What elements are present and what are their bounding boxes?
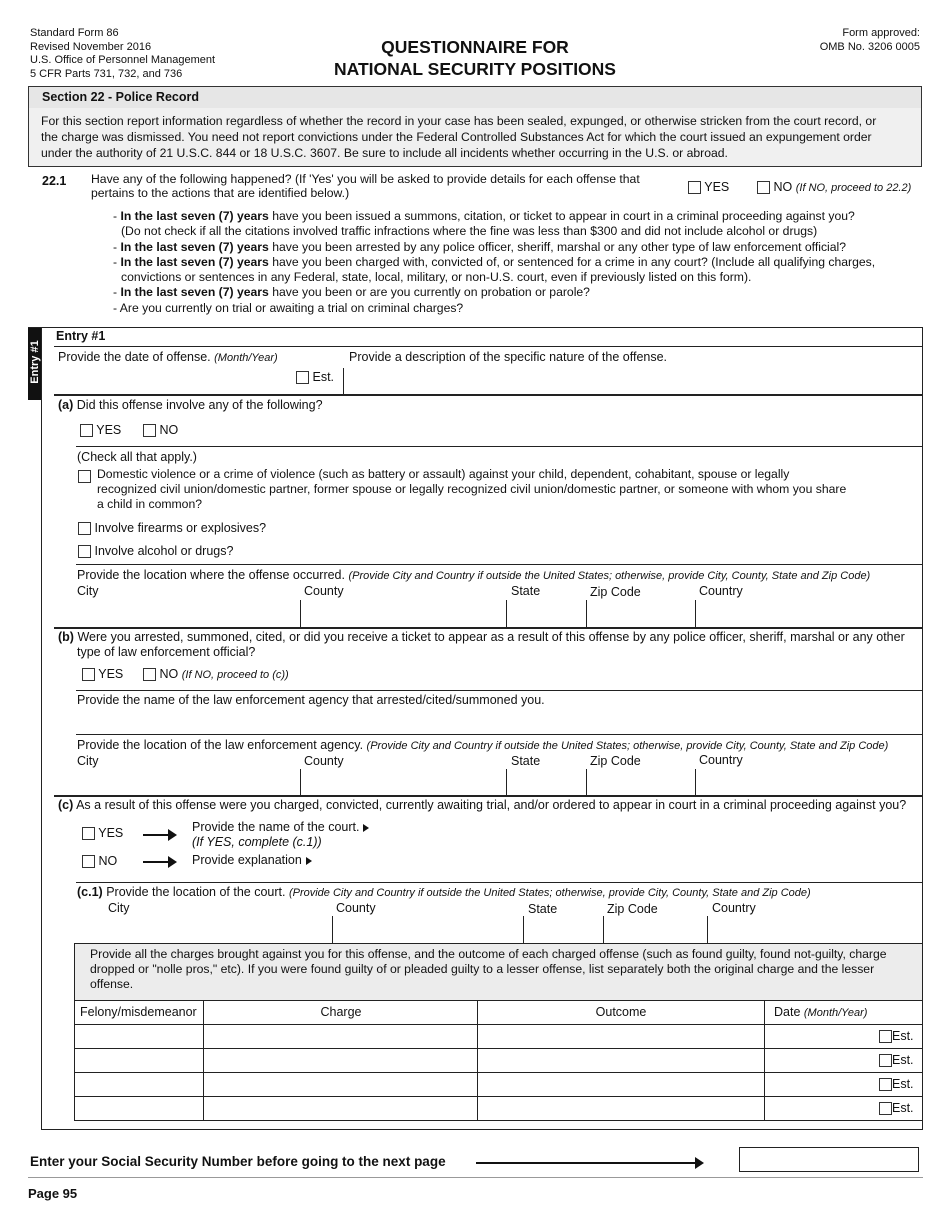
agency-name-label: Provide the name of the law enforcement agency that arrested/cited/summoned you.: [77, 693, 545, 707]
divider: [603, 916, 604, 943]
omb-block: Form approved: OMB No. 3206 0005: [819, 27, 920, 53]
divider: [343, 368, 344, 394]
ssn-label: Enter your Social Security Number before going to the next page: [30, 1154, 446, 1169]
col-header-charge: Charge: [320, 1005, 362, 1019]
check-all-note: (Check all that apply.): [77, 450, 197, 464]
table-row[interactable]: [75, 1073, 922, 1096]
city-label: City: [77, 754, 99, 768]
cfr-parts: 5 CFR Parts 731, 732, and 736: [30, 67, 183, 80]
col-header-date: Date (Month/Year): [774, 1005, 868, 1019]
divider: [76, 734, 923, 735]
question-b: (b) Were you arrested, summoned, cited, or did you receive a ticket to appear as a result of this offense by any police officer, sheriff, marshal or any other type of law enforcement official?: [58, 630, 905, 659]
entry-right-border: [922, 327, 923, 1130]
bullet-item: - In the last seven (7) years have you been charged with, convicted of, or sentenced for a crime in any court? (Include all qualifying charges,: [113, 254, 876, 269]
est-option[interactable]: Est.: [879, 1053, 914, 1067]
explanation-field[interactable]: [320, 850, 920, 878]
yes-checkbox[interactable]: [82, 827, 95, 840]
city-label: City: [108, 901, 130, 915]
date-est-option[interactable]: Est.: [296, 370, 334, 384]
divider: [707, 916, 708, 943]
date-label: Provide the date of offense. (Month/Year): [58, 350, 278, 364]
triangle-right-icon: [306, 857, 312, 865]
arrow-right-icon: [143, 834, 175, 836]
question-text: Have any of the following happened? (If 'Yes' you will be asked to provide details for each offense that pertains to the actions that are identified below.): [91, 172, 640, 200]
no-checkbox[interactable]: [757, 181, 770, 194]
divider: [54, 795, 923, 797]
court-name-field[interactable]: [370, 818, 920, 848]
divider: [300, 600, 301, 627]
b-no-option[interactable]: NO (If NO, proceed to (c)): [143, 667, 289, 681]
agency-name-field[interactable]: [77, 710, 921, 732]
col-header-outcome: Outcome: [595, 1005, 647, 1019]
state-label: State: [511, 754, 541, 768]
description-label: Provide a description of the specific nature of the offense.: [349, 350, 668, 364]
est-option[interactable]: Est.: [879, 1029, 914, 1043]
form-revision: Revised November 2016: [30, 40, 152, 53]
divider: [695, 769, 696, 795]
question-c: (c) As a result of this offense were you charged, convicted, currently awaiting trial, and/or ordered to appear in court in a criminal proceeding against you?: [58, 798, 907, 812]
no-checkbox[interactable]: [143, 424, 156, 437]
divider: [506, 769, 507, 795]
table-row[interactable]: [75, 1097, 922, 1120]
yes-checkbox[interactable]: [80, 424, 93, 437]
triangle-right-icon: [363, 824, 369, 832]
c-no-option[interactable]: NO: [82, 854, 117, 868]
city-label: City: [77, 584, 99, 598]
question-a: (a) Did this offense involve any of the following?: [58, 398, 323, 412]
alcohol-checkbox[interactable]: [78, 545, 91, 558]
firearms-checkbox[interactable]: [78, 522, 91, 535]
zip-label: Zip Code: [607, 902, 658, 916]
ssn-input[interactable]: [739, 1147, 919, 1172]
charges-instructions: Provide all the charges brought against you for this offense, and the outcome of each charged offense (such as found guilty, found not-guilty, charge dropped or "nolle pros," etc). If you were found guilty of or pleaded guilty to a lesser offense, list separately both the original charge and the lesser offense.: [74, 943, 922, 1000]
divider: [695, 600, 696, 627]
section-title: Section 22 - Police Record: [28, 86, 922, 109]
a-no-option[interactable]: NO: [143, 423, 178, 437]
alcohol-option[interactable]: Involve alcohol or drugs?: [78, 544, 233, 558]
divider: [74, 1120, 923, 1121]
table-row[interactable]: [75, 1025, 922, 1048]
divider: [76, 446, 923, 447]
county-label: County: [304, 584, 344, 598]
divider: [28, 1177, 923, 1178]
agency-name: U.S. Office of Personnel Management: [30, 54, 216, 66]
divider: [54, 627, 923, 629]
zip-label: Zip Code: [590, 754, 641, 768]
court-note: (If YES, complete (c.1)): [192, 835, 322, 849]
yes-checkbox[interactable]: [82, 668, 95, 681]
est-option[interactable]: Est.: [879, 1077, 914, 1091]
divider: [523, 916, 524, 943]
bullet-item: (Do not check if all the citations involved traffic infractions where the fine was less than $300 and did not include alcohol or drugs): [121, 224, 818, 239]
state-label: State: [511, 584, 541, 598]
est-option[interactable]: Est.: [879, 1101, 914, 1115]
county-label: County: [336, 901, 376, 915]
divider: [54, 346, 923, 347]
domestic-violence-checkbox[interactable]: [78, 469, 91, 483]
agency-location-label: Provide the location of the law enforcement agency. (Provide City and Country if outside the United States; otherwise, provide City, County, State and Zip Code): [77, 738, 889, 752]
zip-label: Zip Code: [590, 585, 641, 599]
form-number: Standard Form 86: [30, 27, 119, 39]
b-yes-option[interactable]: YES: [82, 667, 123, 681]
offense-location-label: Provide the location where the offense occurred. (Provide City and Country if outside the United States; otherwise, provide City, County, State and Zip Code): [77, 568, 871, 582]
entry-left-border: [41, 327, 42, 1130]
col-header-felony: Felony/misdemeanor: [80, 1005, 197, 1019]
explanation-label: Provide explanation: [192, 853, 312, 867]
a-yes-option[interactable]: YES: [80, 423, 121, 437]
divider: [506, 600, 507, 627]
question-bullets: [113, 209, 913, 316]
divider: [76, 564, 923, 565]
bullet-item: - Are you currently on trial or awaiting a trial on criminal charges?: [113, 300, 464, 315]
arrow-right-icon: [476, 1162, 702, 1164]
description-field[interactable]: [346, 368, 921, 393]
court-location-label: (c.1) Provide the location of the court. (Provide City and Country if outside the United States; otherwise, provide City, County, State and Zip Code): [77, 885, 811, 899]
table-row[interactable]: [75, 1049, 922, 1072]
page-title: QUESTIONNAIRE FOR NATIONAL SECURITY POSITIONS: [334, 37, 616, 79]
divider: [74, 1000, 923, 1001]
firearms-option[interactable]: Involve firearms or explosives?: [78, 521, 266, 535]
yes-checkbox[interactable]: [688, 181, 701, 194]
divider: [76, 690, 923, 691]
state-label: State: [528, 902, 558, 916]
bullet-item: convictions or sentences in any Federal, state, local, military, or non-U.S. court, even if previously listed on this form).: [121, 270, 752, 285]
c-yes-option[interactable]: YES: [82, 826, 123, 840]
entry-top-border: [28, 327, 923, 328]
question-number: 22.1: [42, 174, 67, 188]
court-name-label: Provide the name of the court.: [192, 820, 369, 834]
county-label: County: [304, 754, 344, 768]
country-label: Country: [699, 584, 743, 598]
divider: [332, 916, 333, 943]
no-checkbox[interactable]: [143, 668, 156, 681]
bullet-item: - In the last seven (7) years have you been or are you currently on probation or parole?: [113, 285, 590, 300]
q221-yes-option[interactable]: YES: [688, 180, 729, 194]
divider: [300, 769, 301, 795]
bullet-item: - In the last seven (7) years have you been arrested by any police officer, sheriff, marshal or any other type of law enforcement official?: [113, 239, 847, 254]
divider: [586, 769, 587, 795]
country-label: Country: [699, 753, 743, 767]
page-number: Page 95: [28, 1186, 78, 1201]
entry-tab: Entry #1: [28, 327, 42, 400]
section-instructions: For this section report information regardless of whether the record in your case has been sealed, expunged, or otherwise stricken from the court record, or the charge was dismissed. You need not report convictions under the Federal Controlled Substances Act for which the court issued an expungement order under the authority of 21 U.S.C. 844 or 18 U.S.C. 3607. Be sure to include all incidents whether occurring in the U.S. or abroad.: [28, 108, 922, 167]
country-label: Country: [712, 901, 756, 915]
domestic-violence-text: Domestic violence or a crime of violence (such as battery or assault) against your child, dependent, cohabitant, spouse or legally recognized civil union/domestic partner, former spouse or legally recognized civil union/domestic partner, or someone with whom you share a child in common?: [97, 467, 847, 511]
arrow-right-icon: [143, 861, 175, 863]
bullet-item: - In the last seven (7) years have you been issued a summons, citation, or ticket to appear in court in a criminal proceeding against you?: [113, 209, 855, 223]
divider: [76, 882, 923, 883]
divider: [586, 600, 587, 627]
q221-no-option[interactable]: NO (If NO, proceed to 22.2): [757, 180, 911, 194]
entry-bottom-border: [41, 1129, 923, 1130]
entry-title: Entry #1: [56, 329, 106, 343]
no-checkbox[interactable]: [82, 855, 95, 868]
divider: [54, 394, 923, 396]
est-checkbox[interactable]: [296, 371, 309, 384]
